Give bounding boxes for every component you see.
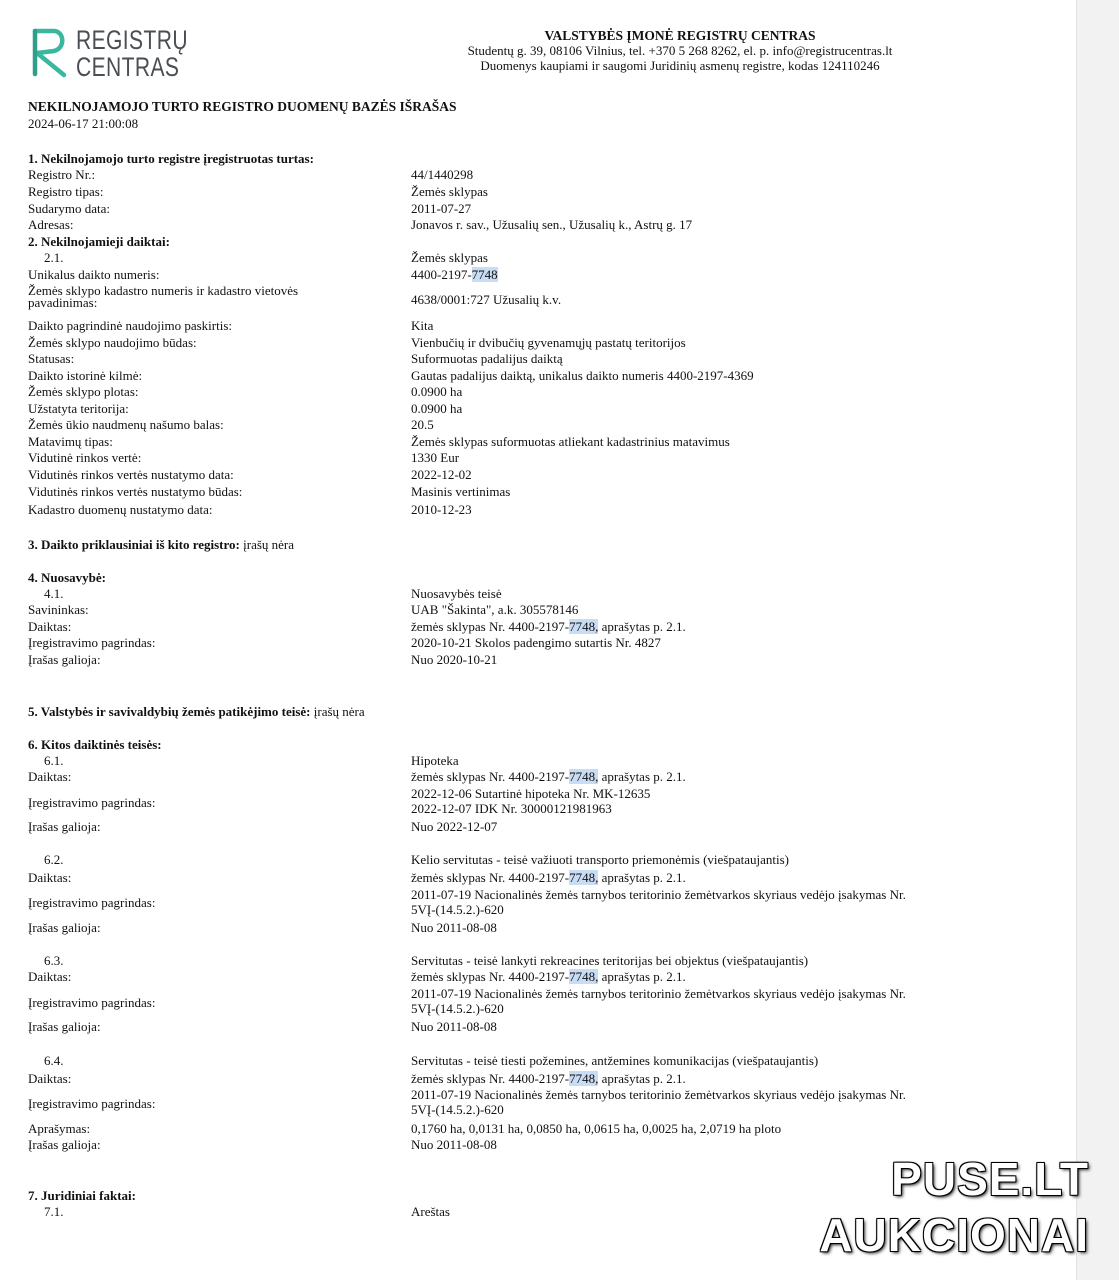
field-label: Įrašas galioja:	[28, 920, 101, 935]
item-prefix: žemės sklypas Nr. 4400-2197-	[411, 969, 570, 984]
document-title: NEKILNOJAMOJO TURTO REGISTRO DUOMENŲ BAZĖS IŠRAŠAS	[28, 99, 457, 114]
field-label: Įrašas galioja:	[28, 1019, 101, 1034]
basis-value	[411, 986, 971, 1016]
field-label: Daiktas:	[28, 619, 72, 634]
section-1-heading: 1. Nekilnojamojo turto registre įregistruotas turtas:	[28, 151, 314, 166]
field-label: Žemės sklypo plotas:	[28, 384, 139, 399]
basis-value	[411, 887, 971, 917]
field-value: Gautas padalijus daiktą, unikalus daikto numeris 4400-2197-4369	[411, 368, 754, 383]
field-label: Daikto istorinė kilmė:	[28, 368, 143, 383]
field-label: Daikto pagrindinė naudojimo paskirtis:	[28, 318, 232, 333]
search-highlight: 7748,	[569, 769, 599, 784]
field-value: 2010-12-23	[411, 502, 472, 517]
field-value: Suformuotas padalijus daiktą	[411, 351, 563, 366]
item-type: Žemės sklypas	[411, 250, 488, 265]
field-value: Žemės sklypas	[411, 184, 488, 199]
field-value: Žemės sklypas suformuotas atliekant kadastrinius matavimus	[411, 434, 730, 449]
logo-mark-icon	[32, 26, 72, 78]
search-highlight: 7748,	[569, 619, 599, 634]
field-label: Įregistravimo pagrindas:	[28, 635, 156, 650]
right-title: Kelio servitutas - teisė važiuoti transporto priemonėmis (viešpataujantis)	[411, 852, 789, 867]
item-value	[411, 1072, 686, 1085]
item-number: 6.4.	[44, 1053, 64, 1068]
basis-line: 2011-07-19 Nacionalinės žemės tarnybos teritorinio žemėtvarkos skyriaus vedėjo įsakymas Nr.	[411, 887, 906, 902]
search-highlight: 7748	[471, 267, 498, 282]
field-label: Daiktas:	[28, 1071, 72, 1086]
field-value: Masinis vertinimas	[411, 484, 511, 499]
field-label: Įregistravimo pagrindas:	[28, 895, 156, 910]
scrollbar-track[interactable]	[1076, 0, 1119, 1280]
basis-line: 5VĮ-(14.5.2.)-620	[411, 1001, 504, 1016]
field-label: Unikalus daikto numeris:	[28, 267, 160, 282]
item-prefix: žemės sklypas Nr. 4400-2197-	[411, 619, 570, 634]
section-5-title: 5. Valstybės ir savivaldybių žemės patikėjimo teisė:	[28, 704, 311, 719]
section-7-heading: 7. Juridiniai faktai:	[28, 1188, 136, 1203]
field-value: 2011-07-27	[411, 201, 472, 216]
item-number: 6.1.	[44, 753, 64, 768]
search-highlight: 7748,	[569, 1071, 599, 1086]
search-highlight: 7748,	[569, 870, 599, 885]
field-value: 4638/0001:727 Užusalių k.v.	[411, 292, 562, 307]
field-value: Nuo 2020-10-21	[411, 652, 498, 667]
basis-line: 2022-12-07 IDK Nr. 30000121981963	[411, 801, 612, 816]
right-title: Hipoteka	[411, 753, 459, 768]
item-suffix: aprašytas p. 2.1.	[598, 870, 686, 885]
field-label: Savininkas:	[28, 602, 89, 617]
field-label: Vidutinė rinkos vertė:	[28, 450, 142, 465]
section-3-note: įrašų nėra	[243, 537, 295, 552]
field-label: Daiktas:	[28, 969, 72, 984]
org-name: VALSTYBĖS ĮMONĖ REGISTRŲ CENTRAS	[544, 28, 816, 43]
org-address: Studentų g. 39, 08106 Vilnius, tel. +370 5 268 8262, el. p. info@registrucentras.lt	[467, 43, 893, 58]
field-value: 0,1760 ha, 0,0131 ha, 0,0850 ha, 0,0615 ha, 0,0025 ha, 2,0719 ha ploto	[411, 1121, 782, 1136]
item-value	[411, 871, 686, 884]
search-highlight: 7748,	[569, 969, 599, 984]
basis-line: 2022-12-06 Sutartinė hipoteka Nr. MK-12635	[411, 786, 651, 801]
section-3-heading	[28, 537, 294, 553]
field-value: Kita	[411, 318, 434, 333]
field-value: Nuo 2011-08-08	[411, 1137, 497, 1152]
field-label: Matavimų tipas:	[28, 434, 113, 449]
field-label: Statusas:	[28, 351, 75, 366]
registru-centras-logo	[32, 26, 202, 82]
item-number: 7.1.	[44, 1204, 64, 1219]
watermark-line1: PUSE.LT	[891, 1153, 1089, 1205]
basis-value	[411, 786, 971, 816]
field-label: Užstatyta teritorija:	[28, 401, 129, 416]
basis-value	[411, 1087, 971, 1117]
logo-text-line2: CENTRAS	[76, 52, 180, 82]
item-suffix: aprašytas p. 2.1.	[598, 769, 686, 784]
section-3-title: 3. Daikto priklausiniai iš kito registro:	[28, 537, 240, 552]
section-5-heading	[28, 704, 365, 720]
item-prefix: žemės sklypas Nr. 4400-2197-	[411, 769, 570, 784]
basis-line: 2011-07-19 Nacionalinės žemės tarnybos teritorinio žemėtvarkos skyriaus vedėjo įsakymas Nr.	[411, 1087, 906, 1102]
field-label: Adresas:	[28, 217, 74, 232]
field-label: Žemės sklypo kadastro numeris ir kadastro vietovės pavadinimas:	[28, 283, 299, 310]
document-datetime: 2024-06-17 21:00:08	[28, 116, 139, 131]
unique-number-prefix: 4400-2197-	[411, 267, 472, 282]
field-label: Aprašymas:	[28, 1121, 91, 1136]
item-number: 6.3.	[44, 953, 64, 968]
field-value: 0.0900 ha	[411, 401, 463, 416]
field-value: Jonavos r. sav., Užusalių sen., Užusalių k., Astrų g. 17	[411, 217, 693, 232]
field-label: Kadastro duomenų nustatymo data:	[28, 502, 213, 517]
item-type: Nuosavybės teisė	[411, 586, 502, 601]
item-number: 6.2.	[44, 852, 64, 867]
owner-value: UAB "Šakinta", a.k. 305578146	[411, 602, 579, 617]
field-value: Nuo 2011-08-08	[411, 920, 497, 935]
section-4-heading: 4. Nuosavybė:	[28, 570, 107, 585]
field-label: Įregistravimo pagrindas:	[28, 995, 156, 1010]
item-prefix: žemės sklypas Nr. 4400-2197-	[411, 1071, 570, 1086]
item-value	[411, 770, 686, 783]
field-label: Vidutinės rinkos vertės nustatymo data:	[28, 467, 234, 482]
field-value: 2022-12-02	[411, 467, 472, 482]
field-value: 0.0900 ha	[411, 384, 463, 399]
item-suffix: aprašytas p. 2.1.	[598, 619, 686, 634]
field-label: Įregistravimo pagrindas:	[28, 795, 156, 810]
header-info	[380, 28, 980, 73]
field-label: Daiktas:	[28, 769, 72, 784]
logo-text-line1: REGISTRŲ	[76, 25, 188, 55]
item-number: 2.1.	[44, 250, 64, 265]
item-suffix: aprašytas p. 2.1.	[598, 1071, 686, 1086]
field-value: Nuo 2011-08-08	[411, 1019, 497, 1034]
watermark-line2: AUKCIONAI	[819, 1209, 1089, 1261]
field-value: 1330 Eur	[411, 450, 460, 465]
item-number: 4.1.	[44, 586, 64, 601]
section-6-heading: 6. Kitos daiktinės teisės:	[28, 737, 162, 752]
item-suffix: aprašytas p. 2.1.	[598, 969, 686, 984]
field-label: Įrašas galioja:	[28, 652, 101, 667]
field-label: Žemės sklypo naudojimo būdas:	[28, 335, 197, 350]
unique-number-value	[411, 268, 498, 281]
field-label: Įrašas galioja:	[28, 819, 101, 834]
field-label: Daiktas:	[28, 870, 72, 885]
field-label: Įregistravimo pagrindas:	[28, 1096, 156, 1111]
field-label: Įrašas galioja:	[28, 1137, 101, 1152]
field-label: Vidutinės rinkos vertės nustatymo būdas:	[28, 484, 243, 499]
item-value	[411, 970, 686, 983]
field-value: Vienbučių ir dvibučių gyvenamųjų pastatų teritorijos	[411, 335, 686, 350]
basis-line: 5VĮ-(14.5.2.)-620	[411, 902, 504, 917]
field-label: Žemės ūkio naudmenų našumo balas:	[28, 417, 224, 432]
field-label: Sudarymo data:	[28, 201, 110, 216]
basis-line: 2011-07-19 Nacionalinės žemės tarnybos teritorinio žemėtvarkos skyriaus vedėjo įsakymas Nr.	[411, 986, 906, 1001]
org-note: Duomenys kaupiami ir saugomi Juridinių asmenų registre, kodas 124110246	[480, 58, 880, 73]
item-value	[411, 620, 686, 633]
field-value: 2020-10-21 Skolos padengimo sutartis Nr. 4827	[411, 635, 661, 650]
field-value: 20.5	[411, 417, 434, 432]
basis-line: 5VĮ-(14.5.2.)-620	[411, 1102, 504, 1117]
right-title: Servitutas - teisė lankyti rekreacines teritorijas bei objektus (viešpataujantis)	[411, 953, 809, 968]
right-title: Servitutas - teisė tiesti požemines, antžemines komunikacijas (viešpataujantis)	[411, 1053, 819, 1068]
section-2-heading: 2. Nekilnojamieji daiktai:	[28, 234, 170, 249]
field-value: 44/1440298	[411, 167, 474, 182]
field-label: Registro tipas:	[28, 184, 104, 199]
item-type: Areštas	[411, 1204, 450, 1219]
field-label: Registro Nr.:	[28, 167, 96, 182]
item-prefix: žemės sklypas Nr. 4400-2197-	[411, 870, 570, 885]
field-value: Nuo 2022-12-07	[411, 819, 498, 834]
section-5-note: įrašų nėra	[313, 704, 365, 719]
